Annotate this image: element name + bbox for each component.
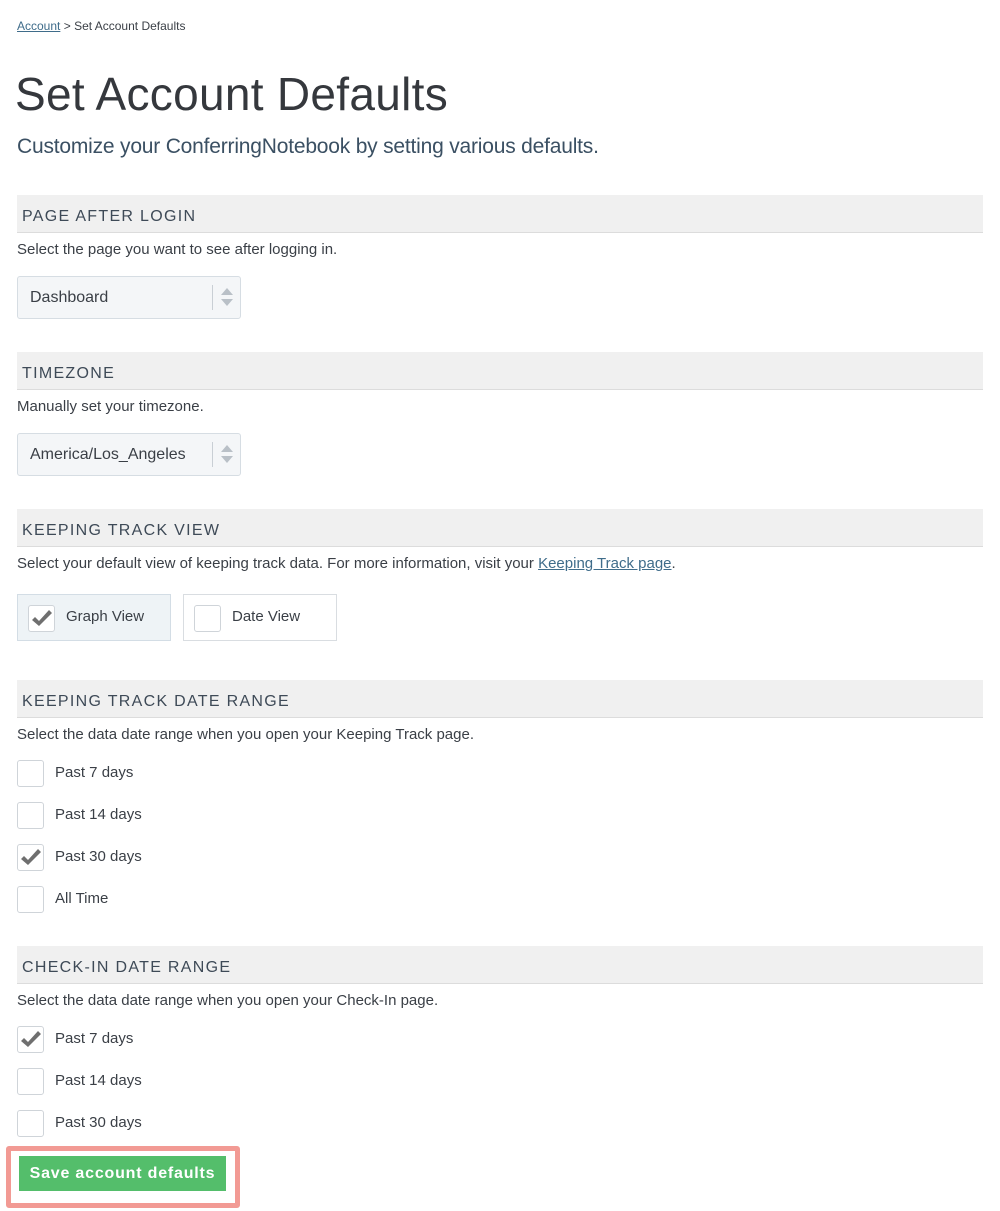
section-description: Select the page you want to see after logging in. (17, 241, 338, 258)
section-description: Manually set your timezone. (17, 398, 204, 415)
section-timezone (17, 352, 983, 476)
section-keeping-track-view (17, 509, 983, 641)
breadcrumb (17, 19, 185, 33)
save-account-defaults-button[interactable]: Save account defaults (19, 1156, 226, 1191)
section-check-in-date-range (17, 946, 983, 1152)
breadcrumb-current: Set Account Defaults (74, 19, 186, 33)
option-label: Graph View (66, 608, 145, 625)
kt-range-all-time[interactable] (17, 886, 983, 913)
ci-range-past-7-days[interactable] (17, 1026, 983, 1053)
checkbox[interactable] (17, 886, 44, 913)
sort-arrows-icon (221, 288, 233, 310)
option-label: Past 7 days (55, 764, 134, 781)
description-suffix: . (671, 555, 676, 572)
option-label: Past 30 days (55, 848, 142, 865)
option-label: Past 30 days (55, 1114, 142, 1131)
checkbox[interactable] (17, 802, 44, 829)
breadcrumb-separator: > (63, 19, 71, 33)
section-header: PAGE AFTER LOGIN (17, 195, 983, 233)
graph-view-checkbox[interactable] (28, 605, 55, 632)
checkbox[interactable] (17, 1026, 44, 1053)
page-after-login-select[interactable] (17, 276, 241, 319)
checkmark-icon (20, 1030, 42, 1050)
check-in-range-options (17, 1026, 983, 1137)
section-header: CHECK-IN DATE RANGE (17, 946, 983, 984)
keeping-track-page-link[interactable]: Keeping Track page (538, 555, 672, 572)
ci-range-past-30-days[interactable] (17, 1110, 983, 1137)
breadcrumb-account-link[interactable]: Account (17, 19, 61, 33)
checkmark-icon (31, 609, 53, 629)
section-header: KEEPING TRACK VIEW (17, 509, 983, 547)
checkbox[interactable] (17, 1110, 44, 1137)
section-header: KEEPING TRACK DATE RANGE (17, 680, 983, 718)
graph-view-option[interactable] (17, 594, 171, 641)
section-header: TIMEZONE (17, 352, 983, 390)
save-button-highlight (6, 1146, 240, 1208)
ci-range-past-14-days[interactable] (17, 1068, 983, 1095)
page-title: Set Account Defaults (15, 68, 449, 120)
kt-range-past-30-days[interactable] (17, 844, 983, 871)
select-divider (212, 285, 213, 310)
page-subtitle: Customize your ConferringNotebook by setting various defaults. (17, 135, 599, 158)
kt-range-past-7-days[interactable] (17, 760, 983, 787)
kt-range-past-14-days[interactable] (17, 802, 983, 829)
select-value: Dashboard (30, 289, 109, 306)
section-description: Select the data date range when you open your Check-In page. (17, 992, 439, 1009)
option-label: Past 14 days (55, 1072, 142, 1089)
option-label: Past 7 days (55, 1030, 134, 1047)
option-label: Date View (232, 608, 301, 625)
option-label: All Time (55, 890, 109, 907)
checkbox[interactable] (17, 760, 44, 787)
checkmark-icon (20, 848, 42, 868)
view-options (17, 594, 983, 641)
sort-arrows-icon (221, 445, 233, 467)
section-keeping-track-date-range (17, 680, 983, 928)
option-label: Past 14 days (55, 806, 142, 823)
timezone-select[interactable] (17, 433, 241, 476)
checkbox[interactable] (17, 844, 44, 871)
date-view-checkbox[interactable] (194, 605, 221, 632)
section-page-after-login (17, 195, 983, 319)
date-view-option[interactable] (183, 594, 337, 641)
select-divider (212, 442, 213, 467)
description-text: Select your default view of keeping track data. For more information, visit your (17, 555, 534, 572)
checkbox[interactable] (17, 1068, 44, 1095)
section-description: Select the data date range when you open your Keeping Track page. (17, 726, 474, 743)
section-description (17, 555, 983, 573)
keeping-track-range-options (17, 760, 983, 913)
select-value: America/Los_Angeles (30, 446, 186, 463)
